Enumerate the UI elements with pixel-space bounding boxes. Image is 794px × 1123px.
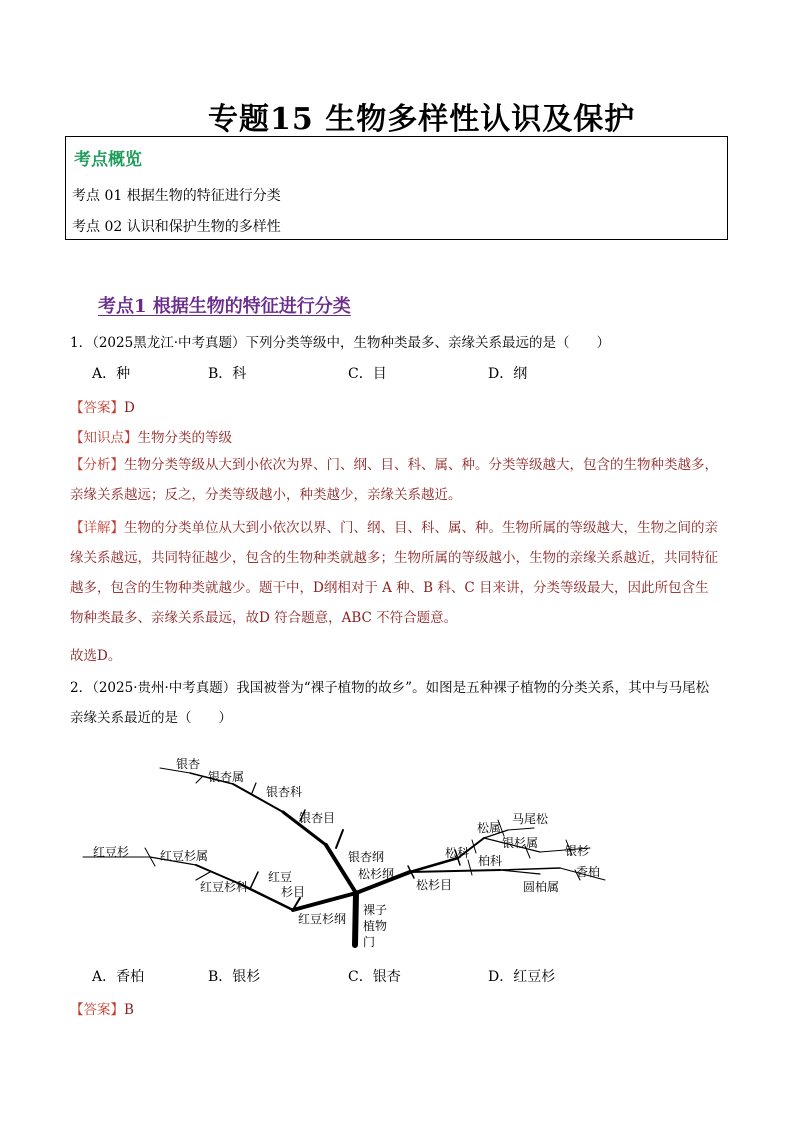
overview-heading: 考点概览	[74, 150, 142, 170]
q1-option-c: C．目	[348, 366, 387, 382]
analysis-tag: 【分析】	[70, 457, 124, 473]
section-title: 考点1 根据生物的特征进行分类	[98, 296, 351, 317]
trunk-branch	[355, 893, 356, 945]
analysis-text: 生物分类等级从大到小依次为界、门、纲、目、科、属、种。分类等级越大，包含的生物种类越多，亲缘关系越远；反之，分类等级越小，种类越少，亲缘关系越近。	[70, 457, 718, 503]
label-taxus: 红豆杉	[93, 845, 130, 859]
answer-value: D	[124, 400, 135, 416]
label-masson-pine: 马尾松	[512, 812, 549, 826]
answer-value: B	[124, 1002, 134, 1018]
label-pine-class: 松杉纲	[358, 867, 395, 881]
label-ginkgo: 银杏	[176, 757, 201, 771]
q1-option-b: B．科	[208, 366, 247, 382]
page-title: 专题15 生物多样性认识及保护	[208, 102, 636, 137]
label-pine-order: 松杉目	[416, 878, 453, 892]
q2-option-a: A．香柏	[92, 969, 145, 985]
q2-option-b: B．银杉	[208, 969, 261, 985]
label-ginkgo-genus: 银杏属	[208, 770, 245, 784]
label-pine-genus: 松属	[477, 821, 502, 835]
overview-item: 考点 01 根据生物的特征进行分类	[72, 188, 281, 204]
detail-text: 生物的分类单位从大到小依次以界、门、纲、目、科、属、种。生物所属的等级越大，生物之间的亲缘关系越远，共同特征越少，包含的生物种类就越多；生物所属的等级越小，生物的亲缘关系越近，共同特征越多，包含的生物种类就越少。题干中，D纲相对于 A 种、B 科、C 目来讲，分类等级最大，因此所包含生物种类最多、亲缘关系最远，故D 符合题意，ABC 不符合题意。	[70, 520, 718, 626]
q2-option-d: D．红豆杉	[488, 969, 556, 985]
answer-tag: 【答案】	[70, 400, 124, 416]
q2-option-c: C．银杏	[348, 969, 401, 985]
label-gymnosperm-line-3: 门	[363, 935, 376, 949]
detail-tag: 【详解】	[70, 520, 124, 536]
label-ginkgo-class: 银杏纲	[348, 850, 385, 864]
label-taxus-order-line-1: 红豆	[268, 870, 293, 884]
label-pine-family: 松科	[445, 846, 470, 860]
label-taxus-class: 红豆杉纲	[298, 912, 347, 926]
knowledge-tag: 【知识点】	[70, 430, 138, 446]
q2-answer	[70, 998, 134, 1018]
overview-item: 考点 02 认识和保护生物的多样性	[72, 219, 281, 235]
label-taxus-genus: 红豆杉属	[160, 849, 209, 863]
label-gymnosperm-line-2: 植物	[363, 919, 388, 933]
label-ginkgo-family: 银杏科	[266, 785, 303, 799]
question-2-stem-line-2: 亲缘关系最近的是（ ）	[70, 710, 232, 726]
label-ginkgo-order: 银杏目	[299, 811, 336, 825]
label-cypress-family: 柏科	[478, 854, 503, 868]
label-sabina-genus: 圆柏属	[523, 880, 560, 894]
q1-conclusion: 故选D。	[70, 648, 122, 664]
question-2-stem-line-1: 2．（2025·贵州·中考真题）我国被誉为“裸子植物的故乡”。如图是五种裸子植物的分类关系，其中与马尾松	[70, 680, 710, 696]
label-taxus-order-line-2: 杉目	[281, 885, 306, 899]
knowledge-value: 生物分类的等级	[137, 430, 232, 446]
label-cathaya: 银杉	[565, 844, 590, 858]
label-taxus-family: 红豆杉科	[200, 880, 249, 894]
label-juniper: 香柏	[576, 865, 601, 879]
label-cathaya-genus: 银杉属	[502, 836, 539, 850]
q1-option-a: A．种	[92, 366, 131, 382]
q1-option-d: D．纲	[488, 366, 528, 382]
question-1-stem: 1．（2025黑龙江·中考真题）下列分类等级中，生物种类最多、亲缘关系最远的是（ ）	[70, 335, 610, 351]
answer-tag: 【答案】	[70, 1002, 124, 1018]
label-gymnosperm-line-1: 裸子	[363, 903, 388, 917]
